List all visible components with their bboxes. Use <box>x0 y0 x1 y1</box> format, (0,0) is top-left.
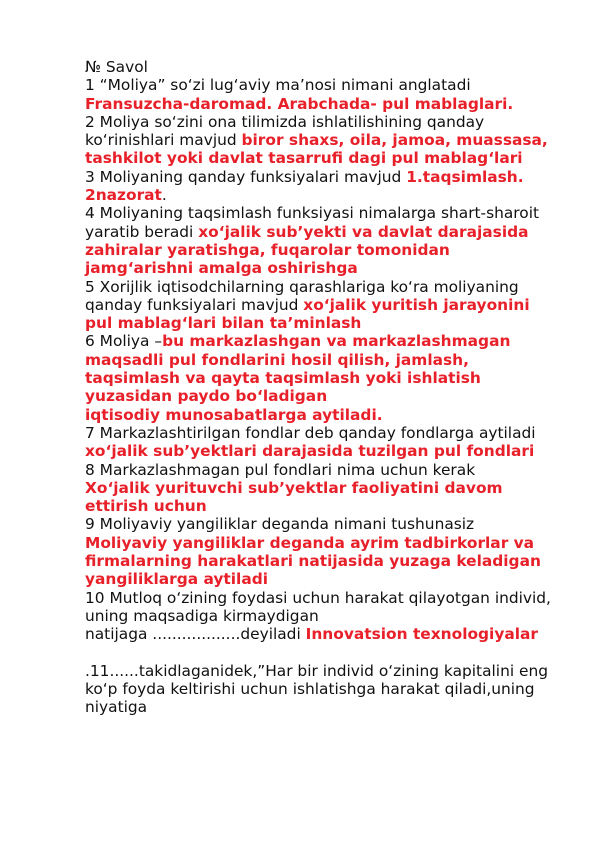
answer-2: biror shaxs, oila, jamoa, muassasa, tashkilot yoki davlat tasarrufi dagi pul mablag‘lari <box>85 131 548 168</box>
question-11: .11......takidlaganidek,”Har bir individ o‘zining kapitalini eng ko‘p foyda keltirishi uchun ishlatishga harakat qiladi,uning niyatiga <box>85 661 548 717</box>
answer-7: xo‘jalik sub’yektlari darajasida tuzilgan pul fondlari <box>85 442 535 461</box>
question-10 <box>85 589 555 626</box>
answer-10: Innovatsion texnologiyalar <box>305 625 539 644</box>
question-7 <box>85 424 555 461</box>
header: № Savol <box>85 58 148 76</box>
question-1 <box>85 76 555 113</box>
question-2 <box>85 113 555 168</box>
paragraph-gap <box>85 644 555 662</box>
answer-3: 1.taqsimlash. 2nazorat <box>85 167 524 205</box>
answer-6-continuation: iqtisodiy munosabatlarga aytiladi. <box>85 405 383 424</box>
question-4-text: 4 Moliyaning taqsimlash funksiyasi nimalarga shart-sharoit yaratib beradi <box>85 204 540 241</box>
answer-1: Fransuzcha-daromad. Arabchada- pul mablaglari. <box>85 94 514 113</box>
answer-9: Moliyaviy yangiliklar deganda ayrim tadbirkorlar va firmalarning harakatlari natijasida yuzaga keladigan yangiliklarga aytiladi <box>85 533 541 589</box>
document-page <box>85 58 555 716</box>
question-2-text: 2 Moliya so‘zini ona tilimizda ishlatilishining qanday ko‘rinishlari mavjud <box>85 112 485 150</box>
question-6-text: 6 Moliya – <box>85 332 163 351</box>
answer-8-line <box>85 479 555 516</box>
question-3-tail: . <box>161 186 167 205</box>
answer-6: bu markazlashgan va markazlashmagan maqsadli pul fondlarini hosil qilish, jamlash, taqsimlash va qayta taqsimlash yoki ishlatish yuzasidan paydo bo‘ladigan <box>85 332 511 406</box>
question-6-continuation <box>85 406 555 424</box>
question-6 <box>85 332 555 405</box>
question-10-continuation <box>85 625 555 643</box>
question-10-text-2: natijaga ..................deyiladi <box>85 625 306 644</box>
question-9-text: 9 Moliyaviy yangiliklar deganda nimani tushunasiz <box>85 515 475 534</box>
answer-8: Xo‘jalik yurituvchi sub’yektlar faoliyatini davom ettirish uchun <box>85 478 503 516</box>
question-7-text: 7 Markazlashtirilgan fondlar deb qanday fondlarga aytiladi <box>85 423 536 442</box>
question-4 <box>85 204 555 277</box>
question-3-text: 3 Moliyaning qanday funksiyalari mavjud <box>85 167 407 186</box>
question-1-text: 1 “Moliya” so‘zi lug‘aviy ma’nosi nimani anglatadi <box>85 76 471 95</box>
answer-5: xo‘jalik yuritish jarayonini pul mablag‘lari bilan ta’minlash <box>85 295 530 333</box>
question-10-text: 10 Mutloq o‘zining foydasi uchun harakat qilayotgan individ, uning maqsadiga kirmaydigan <box>85 588 551 625</box>
question-5-text: 5 Xorijlik iqtisodchilarning qarashlariga ko‘ra moliyaning qanday funksiyalari mavjud <box>85 277 519 314</box>
answer-9-line <box>85 534 555 589</box>
question-9 <box>85 515 555 533</box>
question-5 <box>85 278 555 333</box>
question-3 <box>85 168 555 205</box>
question-8-text: 8 Markazlashmagan pul fondlari nima uchun kerak <box>85 460 476 479</box>
answer-4: xo‘jalik sub’yekti va davlat darajasida zahiralar yaratishga, fuqarolar tomonidan jamg‘arishni amalga oshirishga <box>85 222 529 278</box>
question-8 <box>85 461 555 479</box>
